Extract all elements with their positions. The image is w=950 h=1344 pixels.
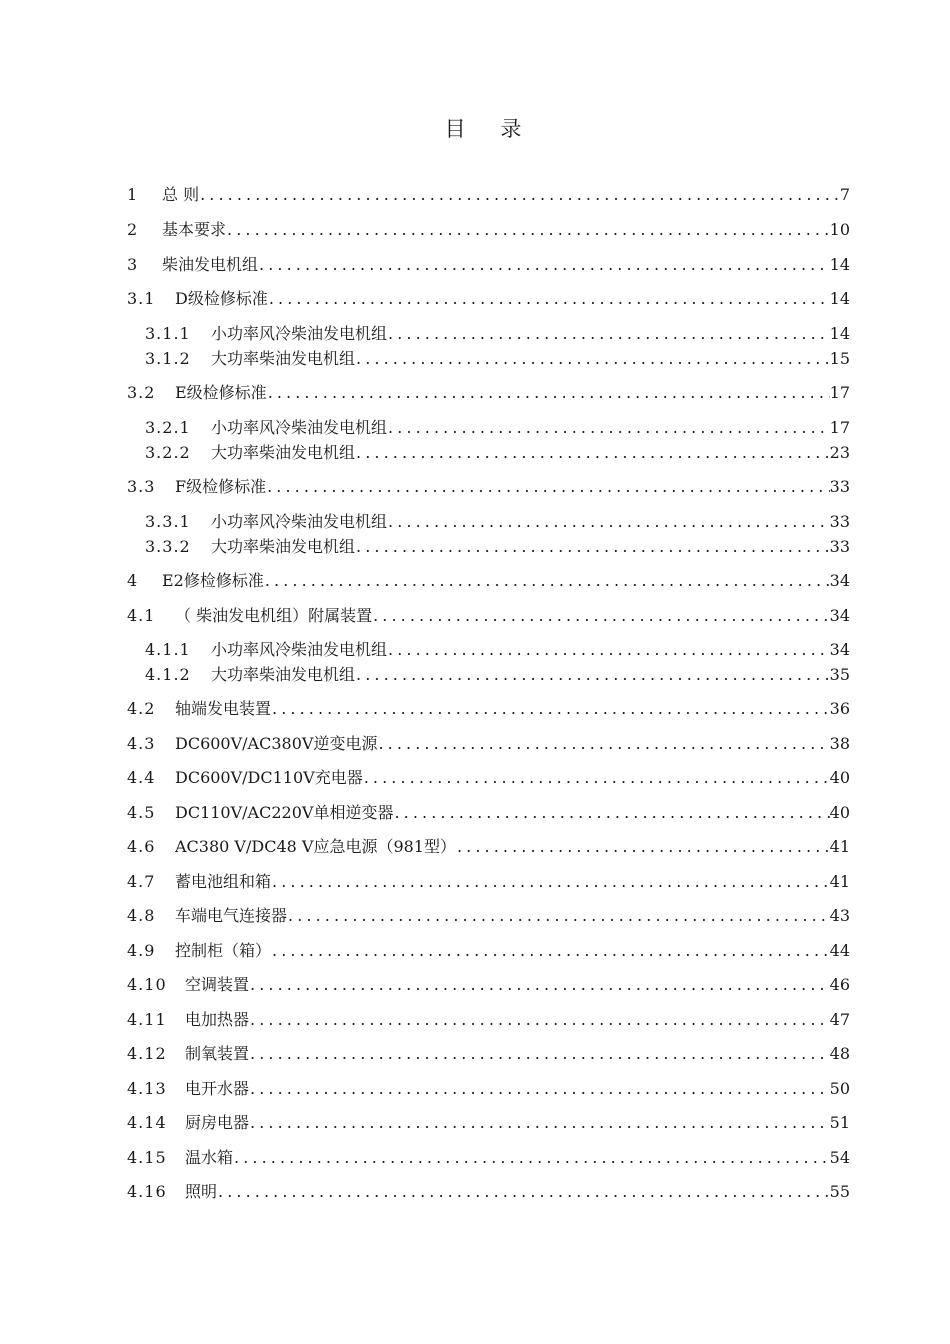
- toc-entry-label: E2修检修标准: [162, 571, 264, 590]
- toc-entry[interactable]: [0, 322, 950, 346]
- toc-entry-number: 3: [127, 255, 139, 274]
- toc-entry[interactable]: [0, 416, 950, 440]
- toc-entry-page-number: 40: [829, 768, 850, 787]
- toc-entry-number: 3.1.2: [145, 349, 191, 368]
- toc-entry-page-number: 10: [829, 220, 850, 239]
- toc-entry-number: 4.7: [127, 872, 156, 891]
- toc-entry-number: 3.3.1: [145, 512, 191, 531]
- toc-entry[interactable]: [0, 766, 950, 790]
- toc-entry[interactable]: [0, 697, 950, 721]
- toc-entry[interactable]: [0, 441, 950, 465]
- toc-entry-label: （ 柴油发电机组）附属装置: [175, 606, 373, 625]
- toc-entry[interactable]: [0, 218, 950, 242]
- dot-leader: [372, 604, 830, 628]
- dot-leader: [355, 347, 830, 371]
- toc-entry-number: 4.14: [127, 1113, 167, 1132]
- toc-entry-page-number: 7: [839, 185, 850, 204]
- dot-leader: [249, 1077, 830, 1101]
- toc-entry-number: 4.3: [127, 734, 156, 753]
- toc-entry-page-number: 38: [829, 734, 850, 753]
- toc-entry-number: 4.6: [127, 837, 156, 856]
- toc-entry-label: 照明: [185, 1182, 218, 1201]
- toc-entry[interactable]: [0, 1180, 950, 1204]
- toc-entry-page-number: 34: [829, 571, 850, 590]
- toc-entry[interactable]: [0, 183, 950, 207]
- toc-entry-label: 大功率柴油发电机组: [211, 443, 356, 462]
- toc-entry-label: 大功率柴油发电机组: [211, 349, 356, 368]
- toc-entry-page-number: 33: [829, 512, 850, 531]
- toc-entry-page-number: 41: [829, 872, 850, 891]
- toc-entry-number: 4.1.1: [145, 640, 191, 659]
- toc-entry[interactable]: [0, 1077, 950, 1101]
- toc-entry[interactable]: [0, 801, 950, 825]
- toc-entry-page-number: 14: [829, 255, 850, 274]
- toc-entry-label: 基本要求: [162, 220, 227, 239]
- toc-entry-label: 小功率风冷柴油发电机组: [211, 324, 388, 343]
- toc-entry-page-number: 14: [829, 324, 850, 343]
- toc-entry-page-number: 54: [829, 1148, 850, 1167]
- toc-entry-page-number: 17: [829, 383, 850, 402]
- toc-entry[interactable]: [0, 569, 950, 593]
- toc-entry[interactable]: [0, 287, 950, 311]
- toc-entry-number: 3.1: [127, 289, 156, 308]
- toc-entry-label: 厨房电器: [185, 1113, 250, 1132]
- toc-entry-label: 大功率柴油发电机组: [211, 537, 356, 556]
- toc-entry-number: 3.1.1: [145, 324, 191, 343]
- toc-entry-label: AC380 V/DC48 V应急电源（981型）: [175, 837, 456, 856]
- toc-entry-page-number: 51: [829, 1113, 850, 1132]
- toc-entry-page-number: 41: [829, 837, 850, 856]
- toc-entry[interactable]: [0, 835, 950, 859]
- toc-entry-number: 4: [127, 571, 139, 590]
- dot-leader: [226, 218, 830, 242]
- toc-entry-label: 温水箱: [185, 1148, 234, 1167]
- toc-entry-number: 4.15: [127, 1148, 167, 1167]
- toc-entry-number: 4.1: [127, 606, 156, 625]
- toc-entry[interactable]: [0, 1042, 950, 1066]
- toc-entry-number: 4.13: [127, 1079, 167, 1098]
- toc-entry-number: 4.5: [127, 803, 156, 822]
- dot-leader: [268, 287, 830, 311]
- toc-entry-label: 轴端发电装置: [175, 699, 272, 718]
- toc-entry-number: 1: [127, 185, 139, 204]
- toc-entry-label: 电加热器: [185, 1010, 250, 1029]
- dot-leader: [199, 183, 840, 207]
- dot-leader: [266, 475, 830, 499]
- toc-entry[interactable]: [0, 1008, 950, 1032]
- dot-leader: [377, 732, 829, 756]
- toc-entry-label: 空调装置: [185, 975, 250, 994]
- toc-entry[interactable]: [0, 347, 950, 371]
- toc-entry-number: 3.2: [127, 383, 156, 402]
- toc-title: 目 录: [444, 117, 536, 141]
- toc-entry-label: DC110V/AC220V单相逆变器: [175, 803, 394, 822]
- dot-leader: [456, 835, 830, 859]
- toc-entry-number: 3.3.2: [145, 537, 191, 556]
- toc-entry-number: 4.11: [127, 1010, 167, 1029]
- dot-leader: [355, 663, 830, 687]
- dot-leader: [267, 381, 830, 405]
- dot-leader: [249, 1111, 830, 1135]
- toc-entry[interactable]: [0, 1111, 950, 1135]
- dot-leader: [355, 441, 830, 465]
- toc-entry-label: 电开水器: [185, 1079, 250, 1098]
- toc-entry-page-number: 33: [829, 537, 850, 556]
- toc-entry-label: 小功率风冷柴油发电机组: [211, 418, 388, 437]
- toc-entry[interactable]: [0, 973, 950, 997]
- toc-entry-page-number: 55: [829, 1182, 850, 1201]
- toc-entry[interactable]: [0, 253, 950, 277]
- toc-entry-label: E级检修标准: [175, 383, 267, 402]
- toc-entry-label: 总 则: [162, 185, 200, 204]
- toc-entry-page-number: 50: [829, 1079, 850, 1098]
- toc-entry-page-number: 40: [829, 803, 850, 822]
- toc-entry-number: 4.1.2: [145, 665, 191, 684]
- toc-entry[interactable]: [0, 535, 950, 559]
- toc-entry-page-number: 47: [829, 1010, 850, 1029]
- dot-leader: [249, 973, 830, 997]
- toc-entry-number: 4.8: [127, 906, 156, 925]
- toc-entry-number: 3.3: [127, 477, 156, 496]
- toc-entry[interactable]: [0, 870, 950, 894]
- toc-entry-number: 4.12: [127, 1044, 167, 1063]
- toc-entry[interactable]: [0, 1146, 950, 1170]
- toc-entry-label: 小功率风冷柴油发电机组: [211, 512, 388, 531]
- toc-entry-page-number: 36: [829, 699, 850, 718]
- toc-entry-number: 4.10: [127, 975, 167, 994]
- dot-leader: [387, 322, 830, 346]
- dot-leader: [387, 638, 830, 662]
- toc-entry[interactable]: [0, 904, 950, 928]
- toc-entry-number: 3.2.2: [145, 443, 191, 462]
- toc-entry-label: 柴油发电机组: [162, 255, 259, 274]
- toc-entry-page-number: 48: [829, 1044, 850, 1063]
- toc-entry-number: 2: [127, 220, 139, 239]
- toc-entry-label: DC600V/DC110V充电器: [175, 768, 363, 787]
- dot-leader: [393, 801, 829, 825]
- toc-entry-label: DC600V/AC380V逆变电源: [175, 734, 378, 753]
- toc-entry-label: F级检修标准: [175, 477, 267, 496]
- toc-entry-label: 大功率柴油发电机组: [211, 665, 356, 684]
- toc-entry-page-number: 35: [829, 665, 850, 684]
- toc-entry-label: 小功率风冷柴油发电机组: [211, 640, 388, 659]
- toc-entry-label: 控制柜（箱）: [175, 941, 272, 960]
- toc-entry[interactable]: [0, 604, 950, 628]
- toc-entry-page-number: 17: [829, 418, 850, 437]
- dot-leader: [355, 535, 830, 559]
- toc-entry-page-number: 23: [829, 443, 850, 462]
- toc-entry[interactable]: [0, 381, 950, 405]
- toc-entry-page-number: 34: [829, 640, 850, 659]
- toc-entry-page-number: 34: [829, 606, 850, 625]
- dot-leader: [387, 416, 830, 440]
- dot-leader: [249, 1042, 830, 1066]
- toc-entry-number: 4.2: [127, 699, 156, 718]
- dot-leader: [264, 569, 830, 593]
- toc-entry-label: 车端电气连接器: [175, 906, 288, 925]
- toc-entry[interactable]: [0, 475, 950, 499]
- toc-entry-page-number: 43: [829, 906, 850, 925]
- dot-leader: [271, 939, 830, 963]
- toc-entry-number: 4.9: [127, 941, 156, 960]
- toc-entry-page-number: 33: [829, 477, 850, 496]
- toc-entry-page-number: 15: [829, 349, 850, 368]
- dot-leader: [249, 1008, 830, 1032]
- toc-entry-number: 4.4: [127, 768, 156, 787]
- toc-entry-page-number: 44: [829, 941, 850, 960]
- toc-entry-label: 制氧装置: [185, 1044, 250, 1063]
- toc-entry[interactable]: [0, 732, 950, 756]
- toc-entry[interactable]: [0, 939, 950, 963]
- dot-leader: [271, 697, 830, 721]
- toc-entry[interactable]: [0, 510, 950, 534]
- toc-entry-number: 4.16: [127, 1182, 167, 1201]
- toc-entry-page-number: 14: [829, 289, 850, 308]
- dot-leader: [363, 766, 830, 790]
- toc-entry[interactable]: [0, 638, 950, 662]
- toc-entry-page-number: 46: [829, 975, 850, 994]
- dot-leader: [233, 1146, 830, 1170]
- dot-leader: [217, 1180, 830, 1204]
- toc-entry-label: 蓄电池组和箱: [175, 872, 272, 891]
- dot-leader: [258, 253, 830, 277]
- dot-leader: [271, 870, 830, 894]
- toc-entry[interactable]: [0, 663, 950, 687]
- dot-leader: [287, 904, 830, 928]
- toc-entry-label: D级检修标准: [175, 289, 268, 308]
- dot-leader: [387, 510, 830, 534]
- toc-entry-number: 3.2.1: [145, 418, 191, 437]
